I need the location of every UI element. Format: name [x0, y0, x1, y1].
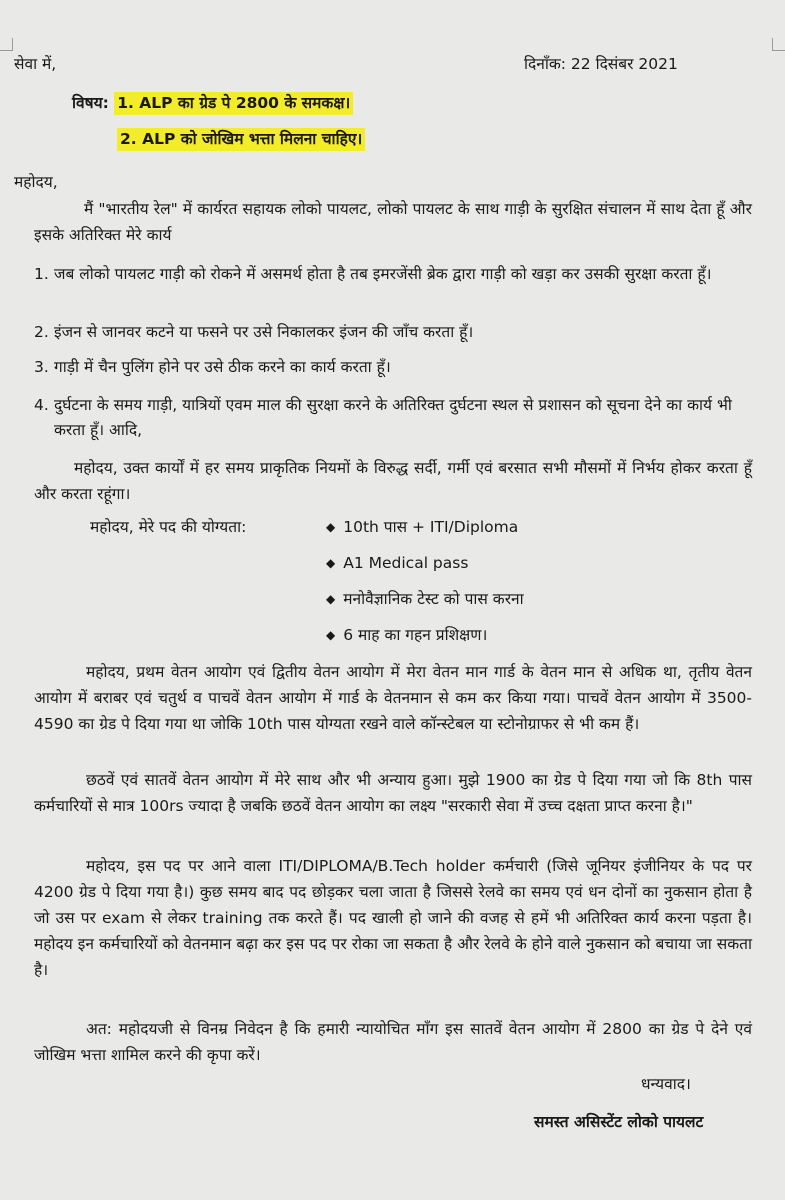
diamond-icon: ◆	[326, 592, 336, 606]
qualification-item-2	[326, 551, 468, 576]
attrition-paragraph: महोदय, इस पद पर आने वाला ITI/DIPLOMA/B.Tech holder कर्मचारी (जिसे जूनियर इंजीनियर के पद पर 4200 ग्रेड पे दिया गया है।) कुछ समय बाद पद छोड़कर चला जाता है जिससे रेलवे का समय एवं धन दोनों का नुकसान होता है जो उस पर exam से लेकर training तक करते हैं। पद खाली हो जाने की वजह से हमें भी अतिरिक्त कार्य करना पड़ता है।महोदय इन कर्मचारियों को वेतनमान बढ़ा कर इस पद पर रोका जा सकता है और रेलवे के होने वाले नुकसान को बचाया जा सकता है।	[34, 857, 752, 979]
crop-mark-top-right	[772, 38, 785, 51]
duty-number: 3.	[34, 358, 49, 376]
qualification-text: A1 Medical pass	[343, 554, 469, 572]
qualifications-label: महोदय, मेरे पद की योग्यता:	[90, 518, 247, 536]
signature: समस्त असिस्टेंट लोको पायलट	[534, 1113, 704, 1131]
qualification-text: मनोवैज्ञानिक टेस्ट को पास करना	[343, 590, 524, 608]
salutation-to: सेवा में,	[14, 55, 57, 73]
request-paragraph: अत: महोदयजी से विनम्र निवेदन है कि हमारी न्यायोचित माँग इस सातवें वेतन आयोग में 2800 का ग्रेड पे देने एवं जोखिम भत्ता शामिल करने की कृपा करें।	[34, 1020, 752, 1064]
intro-paragraph: मैं "भारतीय रेल" में कार्यरत सहायक लोको पायलट, लोको पायलट के साथ गाड़ी के सुरक्षित संचालन में साथ देता हूँ और इसके अतिरिक्त मेरे कार्य	[34, 200, 752, 244]
subject-item-2: 2. ALP को जोखिम भत्ता मिलना चाहिए।	[117, 128, 365, 151]
duty-item-4	[34, 393, 752, 443]
duty-text: जब लोको पायलट गाड़ी को रोकने में असमर्थ होता है तब इमरजेंसी ब्रेक द्वारा गाड़ी को खड़ा कर उसकी सुरक्षा करता हूँ।	[54, 265, 712, 283]
duty-number: 1.	[34, 265, 49, 283]
closing-thanks: धन्यवाद।	[641, 1075, 691, 1093]
qualification-item-1	[326, 515, 518, 540]
subject-label: विषय:	[72, 94, 109, 112]
diamond-icon: ◆	[326, 520, 336, 534]
duty-number: 2.	[34, 323, 49, 341]
duty-item-1	[34, 262, 752, 287]
qualification-item-4	[326, 623, 487, 648]
duty-item-3	[34, 355, 752, 380]
qualification-text: 6 माह का गहन प्रशिक्षण।	[343, 626, 488, 644]
qualification-text: 10th पास + ITI/Diploma	[343, 518, 519, 536]
subject-line-2	[117, 127, 365, 149]
pay-history-paragraph: महोदय, प्रथम वेतन आयोग एवं द्वितीय वेतन आयोग में मेरा वेतन मान गार्ड के वेतन मान से अधिक था, तृतीय वेतन आयोग में बराबर एवं चतुर्थ व पाचवें वेतन आयोग में गार्ड के वेतनमान से कम कर किया गया। पाचवें वेतन आयोग में 3500- 4590 का ग्रेड पे दिया गया था जोकि 10th पास योग्यता रखने वाले कॉन्स्टेबल या स्टोनोग्राफर से भी कम हैं।	[34, 663, 752, 733]
injustice-paragraph: छठवें एवं सातवें वेतन आयोग में मेरे साथ और भी अन्याय हुआ। मुझे 1900 का ग्रेड पे दिया गया जो कि 8th पास कर्मचारियों से मात्र 100rs ज्यादा है जबकि छठवें वेतन आयोग का लक्ष्य "सरकारी सेवा में उच्च दक्षता प्राप्त करना है।"	[34, 771, 752, 815]
letter-date: दिनाँक: 22 दिसंबर 2021	[524, 55, 678, 73]
greeting: महोदय,	[14, 173, 58, 191]
qualification-item-3	[326, 587, 524, 612]
weather-paragraph: महोदय, उक्त कार्यों में हर समय प्राकृतिक नियमों के विरुद्ध सर्दी, गर्मी एवं बरसात सभी मौसमों में निर्भय होकर करता हूँ और करता रहूंगा।	[34, 459, 752, 503]
crop-mark-top-left	[0, 38, 13, 51]
duty-text: गाड़ी में चैन पुलिंग होने पर उसे ठीक करने का कार्य करता हूँ।	[54, 358, 391, 376]
duty-text: दुर्घटना के समय गाड़ी, यात्रियों एवम माल की सुरक्षा करने के अतिरिक्त दुर्घटना स्थल से प्रशासन को सूचना देने का कार्य भी करता हूँ। आदि,	[54, 396, 732, 439]
diamond-icon: ◆	[326, 556, 336, 570]
diamond-icon: ◆	[326, 628, 336, 642]
duty-number: 4.	[34, 396, 49, 414]
subject-item-1: 1. ALP का ग्रेड पे 2800 के समकक्ष।	[114, 92, 353, 115]
duty-text: इंजन से जानवर कटने या फसने पर उसे निकालकर इंजन की जाँच करता हूँ।	[54, 323, 474, 341]
duty-item-2	[34, 320, 752, 345]
subject-line-1	[72, 91, 353, 113]
